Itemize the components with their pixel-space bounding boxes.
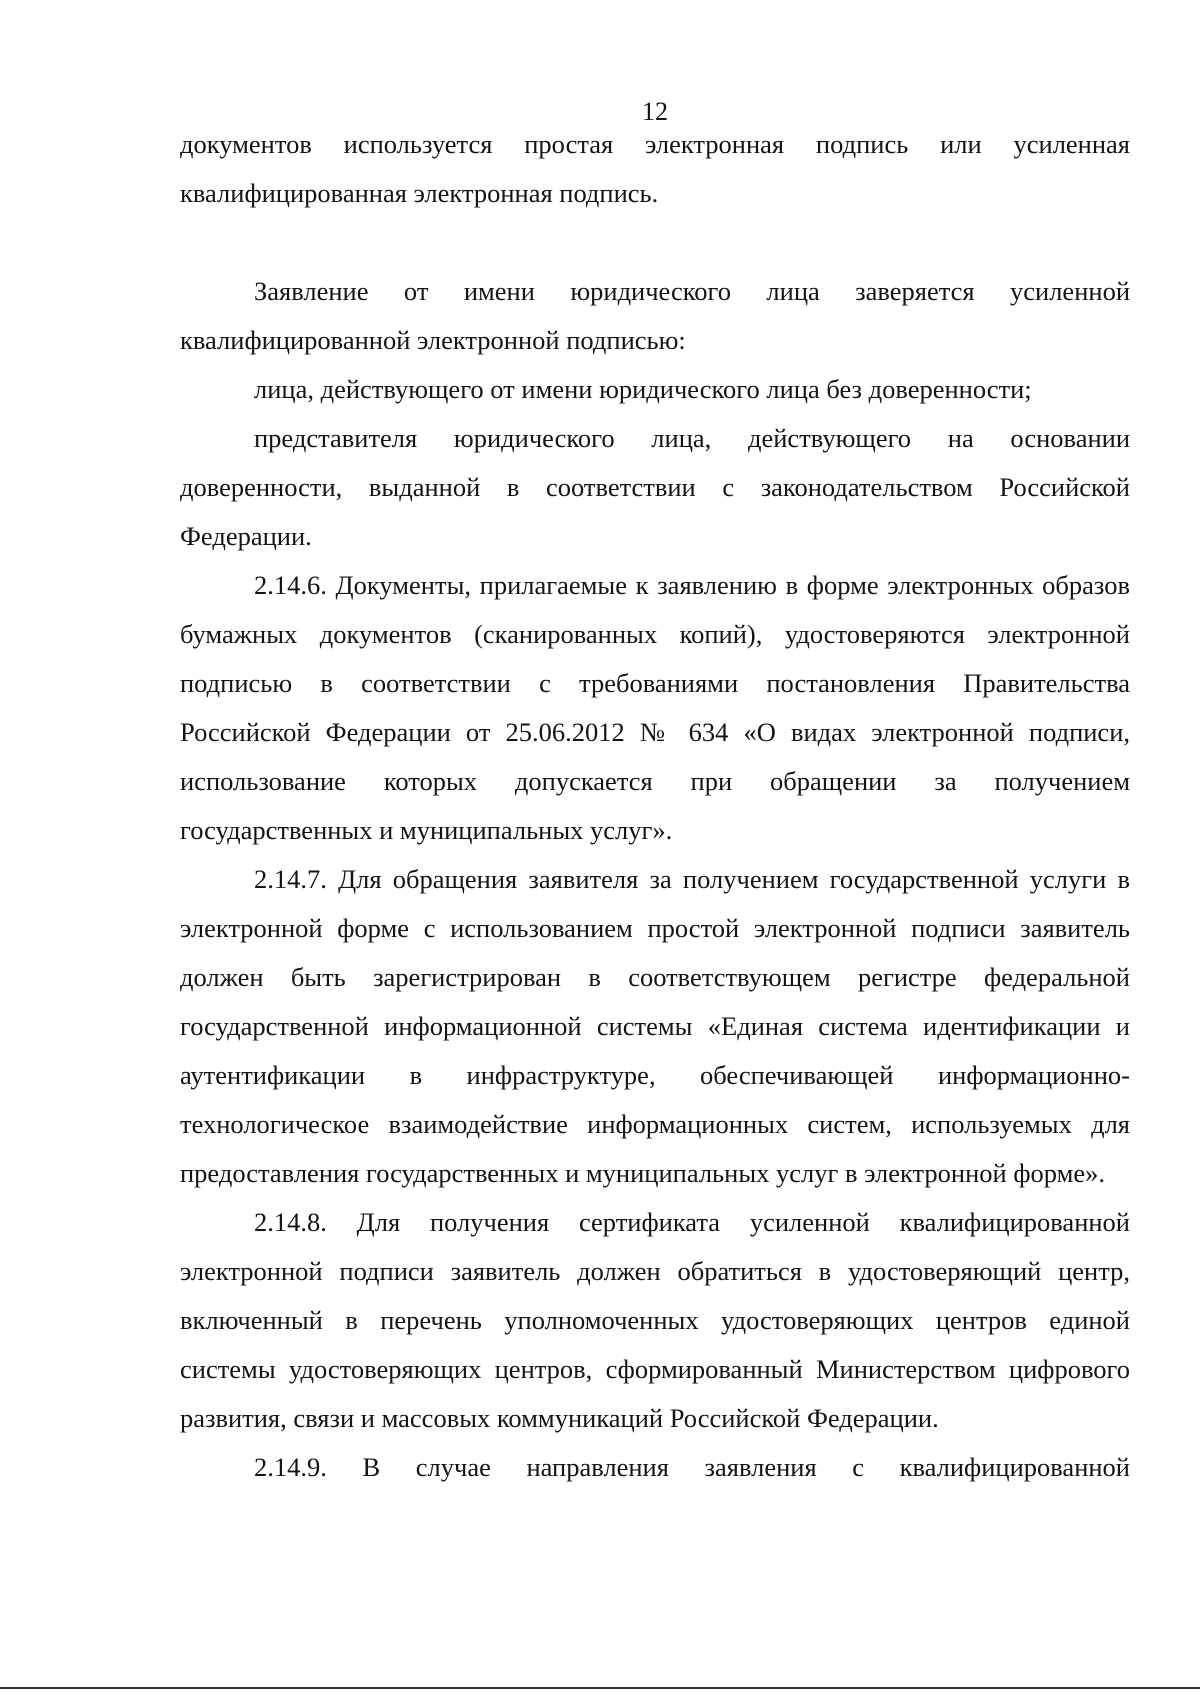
paragraph-legal-entity-statement: Заявление от имени юридического лица заверяется усиленной квалифицированной электронной подписью: — [180, 276, 1130, 355]
paragraph-2-14-8: 2.14.8. Для получения сертификата усиленной квалифицированной электронной подписи заявитель должен обратиться в удостоверяющий центр, включенный в перечень уполномоченных удостоверяющих центров единой системы удостоверяющих центров, сформированный Министерством цифрового развития, связи и массовых коммуникаций Российской Федерации. — [180, 1207, 1130, 1433]
paragraph-2-14-7: 2.14.7. Для обращения заявителя за получением государственной услуги в электронной форме с использованием простой электронной подписи заявитель должен быть зарегистрирован в соответствующем регистре федеральной государственной информационной системы «Единая система идентификации и аутентификации в инфраструктуре, обеспечивающей информационно-технологическое взаимодействие информационных систем, используемых для предоставления государственных и муниципальных услуг в электронной форме». — [180, 864, 1130, 1188]
page-bottom-divider — [0, 1687, 1200, 1689]
document-body — [180, 120, 1130, 1492]
page-number: 12 — [642, 97, 668, 126]
paragraph-representative-with-power-of-attorney: представителя юридического лица, действующего на основании доверенности, выданной в соответствии с законодательством Российской Федерации. — [180, 423, 1130, 551]
paragraph-person-without-power-of-attorney: лица, действующего от имени юридического лица без доверенности; — [254, 374, 1032, 404]
paragraph-continuation: документов используется простая электронная подпись или усиленная квалифицированная электронная подпись. — [180, 129, 1130, 208]
paragraph-2-14-9: 2.14.9. В случае направления заявления с квалифицированной — [254, 1452, 1130, 1482]
paragraph-2-14-6: 2.14.6. Документы, прилагаемые к заявлению в форме электронных образов бумажных документов (сканированных копий), удостоверяются электронной подписью в соответствии с требованиями постановления Правительства Российской Федерации от 25.06.2012 № 634 «О видах электронной подписи, использование которых допускается при обращении за получением государственных и муниципальных услуг». — [180, 570, 1130, 845]
